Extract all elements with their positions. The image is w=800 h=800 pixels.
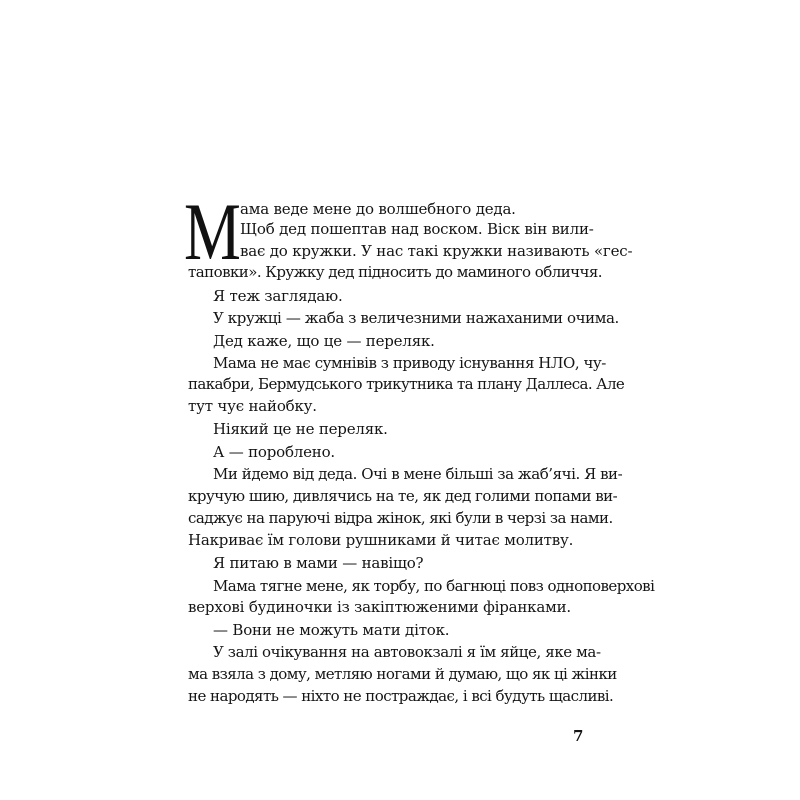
text-line: не народять — ніхто не постраждає, і всі будуть щасливі. <box>188 687 614 705</box>
text-line: ама веде мене до волшебного деда. <box>240 200 516 218</box>
text-line: Щоб дед пошептав над воском. Віск він вили- <box>240 220 594 238</box>
text-line: У залі очікування на автовокзалі я їм яйце, яке ма- <box>213 643 601 661</box>
text-line: Ми йдемо від деда. Очі в мене більші за жаб’ячі. Я ви- <box>213 465 623 483</box>
text-line: Мама не має сумнівів з приводу існування НЛО, чу- <box>213 354 606 372</box>
text-line: Я питаю в мами — навіщо? <box>213 554 424 572</box>
text-line: ває до кружки. У нас такі кружки називають «гес- <box>240 242 633 260</box>
text-line: У кружці — жаба з величезними нажаханими очима. <box>213 309 619 327</box>
text-line: Дед каже, що це — переляк. <box>213 332 435 350</box>
text-line: Мама тягне мене, як торбу, по багнюці повз одноповерхові <box>213 577 655 595</box>
text-line: кручую шию, дивлячись на те, як дед голими попами ви- <box>188 487 618 505</box>
text-line: Накриває їм голови рушниками й читає молитву. <box>188 531 574 549</box>
text-line: пакабри, Бермудського трикутника та плану Даллеса. Але <box>188 375 625 393</box>
text-line: — Вони не можуть мати діток. <box>213 621 450 639</box>
text-line: саджує на паруючі відра жінок, які були в черзі за нами. <box>188 509 613 527</box>
text-line: Я теж заглядаю. <box>213 287 343 305</box>
text-line: тут чує найобку. <box>188 397 317 415</box>
text-line: А — пороблено. <box>213 443 335 461</box>
text-line: ма взяла з дому, метляю ногами й думаю, що як ці жінки <box>188 665 617 683</box>
page-number: 7 <box>573 727 584 745</box>
drop-cap-letter: М <box>184 186 241 277</box>
text-line: верхові будиночки із закіптюженими фіранками. <box>188 598 571 616</box>
text-line: Ніякий це не переляк. <box>213 420 388 438</box>
text-line: таповки». Кружку дед підносить до маминого обличчя. <box>188 263 603 281</box>
